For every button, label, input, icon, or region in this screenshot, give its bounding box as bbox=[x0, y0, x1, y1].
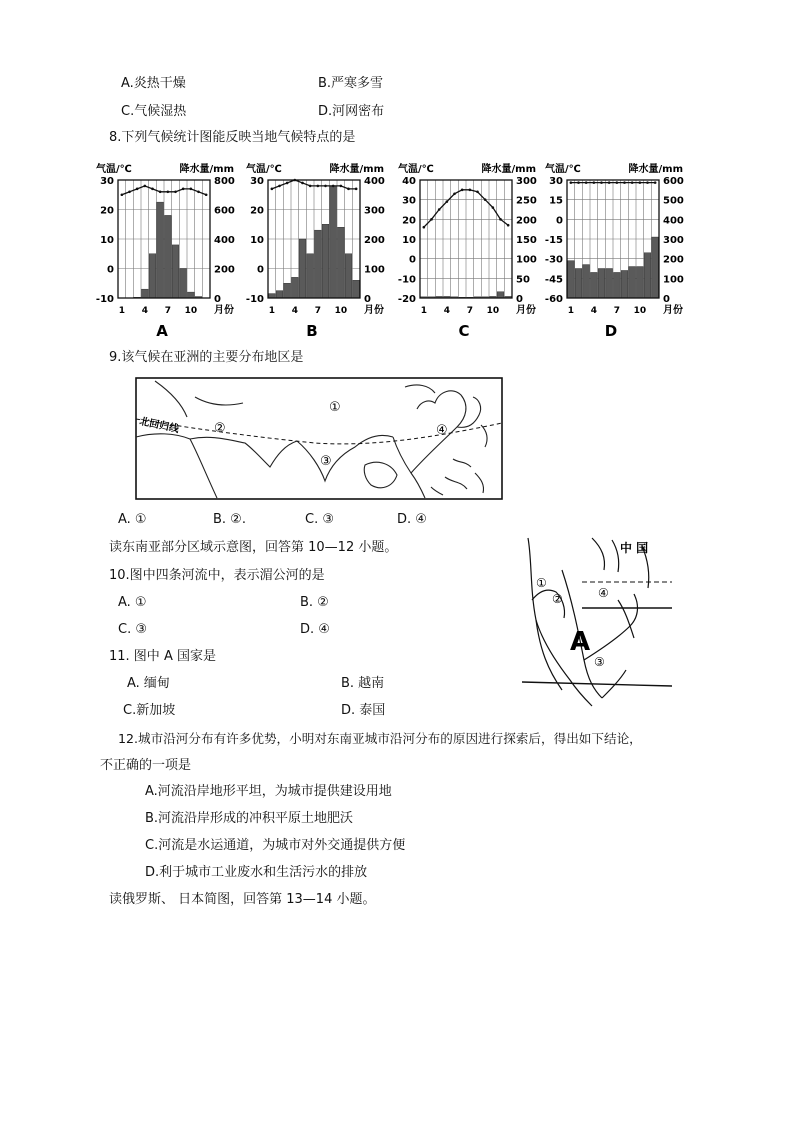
tropic-label: 北回归线 bbox=[138, 416, 180, 436]
chart-label-A: A bbox=[156, 322, 168, 340]
chart-label-D: D bbox=[604, 322, 618, 340]
precip-bar bbox=[591, 272, 598, 298]
temperature-point bbox=[340, 185, 343, 188]
q9-option-d: D. ④ bbox=[397, 512, 427, 527]
temperature-point bbox=[205, 193, 208, 196]
precip-bar bbox=[188, 292, 195, 298]
chart-label-B: B bbox=[306, 322, 318, 340]
temperature-point bbox=[309, 185, 312, 188]
climate-charts bbox=[0, 0, 793, 345]
month-tick-label: 1 bbox=[567, 306, 574, 316]
q10-stem: 10.图中四条河流中，表示湄公河的是 bbox=[109, 568, 325, 583]
sea-marker-3: ③ bbox=[594, 655, 605, 669]
precip-tick-label: 400 bbox=[663, 215, 684, 227]
temp-tick-label: 0 bbox=[556, 215, 563, 227]
chart-temp-label: 气温/℃ bbox=[545, 164, 581, 175]
q11-option-c: C.新加坡 bbox=[123, 703, 176, 718]
temperature-point bbox=[593, 181, 596, 184]
temperature-point bbox=[492, 206, 495, 209]
temp-tick-label: 10 bbox=[250, 235, 264, 246]
sea-marker-1: ① bbox=[536, 576, 547, 590]
month-tick-label: 7 bbox=[314, 306, 321, 316]
temp-tick-label: -10 bbox=[397, 274, 416, 286]
temp-tick-label: 0 bbox=[409, 254, 416, 266]
q7-option-b: B.严寒多雪 bbox=[318, 76, 384, 91]
precip-tick-label: 200 bbox=[516, 215, 537, 227]
q12-stem-line1: 12.城市沿河分布有许多优势，小明对东南亚城市沿河分布的原因进行探索后，得出如下结论， bbox=[118, 731, 642, 746]
month-tick-label: 4 bbox=[141, 306, 148, 316]
temperature-point bbox=[631, 181, 634, 184]
precip-bar bbox=[276, 291, 283, 298]
temperature-point bbox=[654, 181, 657, 184]
q12-option-b: B.河流沿岸形成的冲积平原土地肥沃 bbox=[145, 811, 354, 826]
temperature-point bbox=[278, 185, 281, 188]
precip-tick-label: 250 bbox=[516, 195, 537, 207]
precip-tick-label: 50 bbox=[516, 274, 530, 286]
temperature-point bbox=[423, 226, 426, 229]
temperature-point bbox=[469, 189, 472, 192]
precip-bar bbox=[629, 267, 636, 298]
precip-bar bbox=[180, 269, 187, 299]
map-marker-2: ② bbox=[214, 421, 226, 436]
precip-bar bbox=[172, 245, 179, 298]
temperature-point bbox=[190, 188, 193, 191]
q7-option-a: A.炎热干燥 bbox=[121, 76, 186, 91]
temperature-point bbox=[159, 191, 162, 194]
temp-tick-label: 20 bbox=[402, 215, 416, 227]
temperature-point bbox=[570, 181, 573, 184]
precip-bar bbox=[338, 227, 345, 298]
month-tick-label: 7 bbox=[613, 306, 620, 316]
temperature-point bbox=[182, 188, 185, 191]
precip-tick-label: 100 bbox=[663, 274, 684, 286]
precip-bar bbox=[353, 280, 360, 298]
temperature-point bbox=[174, 191, 177, 194]
precip-bar bbox=[330, 186, 337, 298]
chart-label-C: C bbox=[458, 322, 470, 340]
precip-bar bbox=[497, 292, 504, 298]
temperature-point bbox=[600, 181, 603, 184]
precip-bar bbox=[637, 267, 644, 298]
precip-bar bbox=[606, 269, 613, 299]
temp-tick-label: -10 bbox=[95, 294, 114, 305]
temperature-point bbox=[347, 188, 350, 191]
chart-temp-label: 气温/℃ bbox=[246, 164, 282, 175]
month-tick-label: 1 bbox=[420, 306, 427, 316]
month-axis-label: 月份 bbox=[663, 305, 683, 316]
q9-option-b: B. ②. bbox=[213, 512, 246, 527]
q9-stem: 9.该气候在亚洲的主要分布地区是 bbox=[109, 350, 304, 365]
q10-option-a: A. ① bbox=[118, 595, 147, 610]
precip-tick-label: 200 bbox=[364, 235, 385, 246]
month-tick-label: 4 bbox=[291, 306, 298, 316]
precip-bar bbox=[621, 270, 628, 298]
month-tick-label: 1 bbox=[268, 306, 275, 316]
precip-tick-label: 300 bbox=[663, 235, 684, 246]
chart-precip-label: 降水量/mm bbox=[628, 164, 683, 175]
chart-temp-label: 气温/℃ bbox=[398, 164, 434, 175]
q9-option-a: A. ① bbox=[118, 512, 147, 527]
temperature-point bbox=[608, 181, 611, 184]
precip-tick-label: 0 bbox=[214, 294, 221, 305]
precip-tick-label: 0 bbox=[663, 294, 670, 305]
temp-tick-label: -20 bbox=[397, 294, 416, 305]
temp-tick-label: 0 bbox=[107, 264, 114, 276]
temperature-point bbox=[616, 181, 619, 184]
precip-tick-label: 800 bbox=[214, 176, 235, 187]
q7-option-d: D.河网密布 bbox=[318, 104, 385, 119]
intro-10-12: 读东南亚部分区域示意图，回答第 10—12 小题。 bbox=[109, 540, 398, 555]
temperature-point bbox=[577, 181, 580, 184]
precip-bar bbox=[299, 239, 306, 298]
temp-tick-label: 30 bbox=[549, 176, 563, 187]
month-axis-label: 月份 bbox=[214, 305, 234, 316]
precip-tick-label: 300 bbox=[516, 176, 537, 187]
month-axis-label: 月份 bbox=[516, 305, 536, 316]
precip-tick-label: 200 bbox=[663, 254, 684, 266]
country-a-label: A bbox=[570, 627, 591, 657]
precip-bar bbox=[315, 230, 322, 298]
q9-option-c: C. ③ bbox=[305, 512, 334, 527]
month-axis-label: 月份 bbox=[364, 305, 384, 316]
month-tick-label: 10 bbox=[334, 306, 348, 316]
temp-tick-label: 20 bbox=[100, 205, 114, 217]
sea-marker-4: ④ bbox=[598, 586, 609, 600]
asia-map bbox=[135, 377, 503, 500]
temp-tick-label: 15 bbox=[549, 195, 563, 207]
q10-option-c: C. ③ bbox=[118, 622, 147, 637]
temp-tick-label: 10 bbox=[100, 235, 114, 246]
sea-latitude-line-lower bbox=[522, 682, 672, 686]
temperature-point bbox=[499, 218, 502, 221]
precip-bar bbox=[644, 253, 651, 298]
temperature-point bbox=[324, 185, 327, 188]
precip-tick-label: 400 bbox=[364, 176, 385, 187]
temp-tick-label: -10 bbox=[245, 294, 264, 305]
q12-option-d: D.利于城市工业废水和生活污水的排放 bbox=[145, 865, 368, 880]
precip-bar bbox=[149, 254, 156, 298]
temperature-point bbox=[453, 192, 456, 195]
month-tick-label: 7 bbox=[164, 306, 171, 316]
precip-tick-label: 600 bbox=[214, 205, 235, 217]
q11-stem: 11. 图中 A 国家是 bbox=[109, 649, 216, 664]
temperature-point bbox=[476, 191, 479, 194]
intro-13-14: 读俄罗斯、 日本简图，回答第 13—14 小题。 bbox=[109, 892, 376, 907]
q10-option-b: B. ② bbox=[300, 595, 329, 610]
month-tick-label: 10 bbox=[486, 306, 500, 316]
precip-bar bbox=[142, 289, 149, 298]
month-tick-label: 1 bbox=[118, 306, 125, 316]
month-tick-label: 7 bbox=[466, 306, 473, 316]
sea-coastlines bbox=[528, 538, 649, 706]
temp-tick-label: -45 bbox=[544, 274, 563, 286]
precip-tick-label: 400 bbox=[214, 235, 235, 246]
precip-bar bbox=[598, 269, 605, 299]
temperature-point bbox=[646, 181, 649, 184]
temperature-point bbox=[438, 208, 441, 211]
temperature-point bbox=[585, 181, 588, 184]
temperature-point bbox=[301, 182, 304, 185]
precip-bar bbox=[583, 265, 590, 298]
precip-tick-label: 200 bbox=[214, 264, 235, 276]
temp-tick-label: 40 bbox=[402, 176, 416, 187]
precip-tick-label: 100 bbox=[516, 254, 537, 266]
map-marker-1: ① bbox=[329, 400, 341, 415]
temperature-point bbox=[430, 218, 433, 221]
q11-option-d: D. 泰国 bbox=[341, 703, 386, 718]
map-marker-4: ④ bbox=[436, 423, 448, 438]
precip-tick-label: 300 bbox=[364, 205, 385, 217]
precip-bar bbox=[322, 224, 329, 298]
temperature-point bbox=[507, 224, 510, 227]
southeast-asia-map bbox=[522, 530, 674, 708]
month-tick-label: 10 bbox=[184, 306, 198, 316]
precip-bar bbox=[652, 237, 659, 298]
precip-bar bbox=[269, 294, 276, 298]
temperature-point bbox=[623, 181, 626, 184]
chart-temp-label: 气温/℃ bbox=[96, 164, 132, 175]
month-tick-label: 4 bbox=[443, 306, 450, 316]
temp-tick-label: 0 bbox=[257, 264, 264, 276]
precip-tick-label: 0 bbox=[364, 294, 371, 305]
precip-tick-label: 150 bbox=[516, 235, 537, 246]
q10-option-d: D. ④ bbox=[300, 622, 330, 637]
temperature-point bbox=[461, 189, 464, 192]
temperature-point bbox=[639, 181, 642, 184]
sea-marker-2: ② bbox=[552, 592, 563, 606]
temp-tick-label: -30 bbox=[544, 254, 563, 266]
map-marker-3: ③ bbox=[320, 454, 332, 469]
temperature-point bbox=[317, 185, 320, 188]
precip-tick-label: 600 bbox=[663, 176, 684, 187]
precip-bar bbox=[292, 277, 299, 298]
temperature-point bbox=[355, 188, 358, 191]
q12-option-c: C.河流是水运通道，为城市对外交通提供方便 bbox=[145, 838, 406, 853]
precip-tick-label: 0 bbox=[516, 294, 523, 305]
q7-option-c: C.气候湿热 bbox=[121, 104, 187, 119]
chart-precip-label: 降水量/mm bbox=[329, 164, 384, 175]
q8-stem: 8.下列气候统计图能反映当地气候特点的是 bbox=[109, 130, 356, 145]
temperature-point bbox=[332, 185, 335, 188]
temperature-point bbox=[128, 191, 131, 194]
temperature-point bbox=[271, 188, 274, 191]
temperature-point bbox=[197, 191, 200, 194]
month-tick-label: 4 bbox=[590, 306, 597, 316]
precip-bar bbox=[614, 272, 621, 298]
q12-option-a: A.河流沿岸地形平坦，为城市提供建设用地 bbox=[145, 784, 392, 799]
month-tick-label: 10 bbox=[633, 306, 647, 316]
precip-tick-label: 100 bbox=[364, 264, 385, 276]
temp-tick-label: 30 bbox=[100, 176, 114, 187]
precip-bar bbox=[165, 215, 172, 298]
temperature-point bbox=[121, 193, 124, 196]
china-label: 中 国 bbox=[620, 541, 649, 555]
precip-bar bbox=[307, 254, 314, 298]
chart-precip-label: 降水量/mm bbox=[481, 164, 536, 175]
temperature-point bbox=[484, 198, 487, 201]
temperature-point bbox=[136, 188, 139, 191]
temperature-point bbox=[167, 191, 170, 194]
precip-bar bbox=[284, 283, 291, 298]
temp-tick-label: -15 bbox=[544, 235, 563, 246]
q11-option-a: A. 缅甸 bbox=[127, 676, 170, 691]
temp-tick-label: 10 bbox=[402, 235, 416, 246]
precip-bar bbox=[157, 202, 164, 298]
precip-bar bbox=[575, 269, 582, 299]
temperature-point bbox=[144, 185, 147, 188]
temperature-point bbox=[286, 182, 289, 185]
temp-tick-label: 20 bbox=[250, 205, 264, 217]
q12-stem-line2: 不正确的一项是 bbox=[100, 758, 192, 773]
q11-option-b: B. 越南 bbox=[341, 676, 385, 691]
temp-tick-label: 30 bbox=[250, 176, 264, 187]
temperature-point bbox=[446, 200, 449, 203]
chart-precip-label: 降水量/mm bbox=[179, 164, 234, 175]
temperature-point bbox=[151, 188, 154, 191]
precip-bar bbox=[345, 254, 352, 298]
precip-bar bbox=[568, 261, 575, 298]
precip-tick-label: 500 bbox=[663, 195, 684, 207]
temp-tick-label: 30 bbox=[402, 195, 416, 207]
temp-tick-label: -60 bbox=[544, 294, 563, 305]
